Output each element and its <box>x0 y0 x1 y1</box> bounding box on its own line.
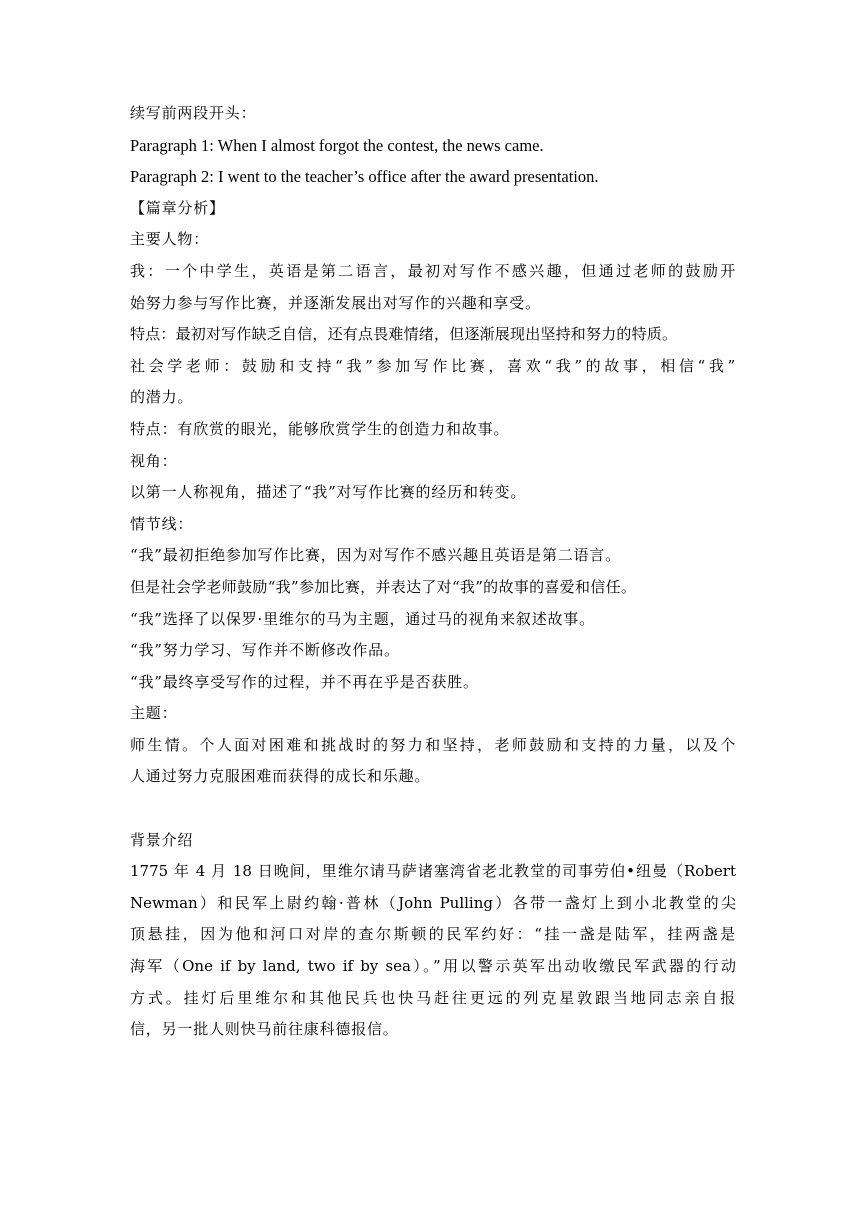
body-text-line: 始努力参与写作比赛，并逐渐发展出对写作的兴趣和享受。 <box>130 293 541 312</box>
body-text-line: “我”最初拒绝参加写作比赛，因为对写作不感兴趣且英语是第二语言。 <box>130 546 621 565</box>
body-text-line: 方式。挂灯后里维尔和其他民兵也快马赶往更远的列克星敦跟当地同志亲自报 <box>130 988 736 1007</box>
body-text-line: 信，另一批人则快马前往康科德报信。 <box>130 1020 399 1039</box>
body-text-line: 我：一个中学生，英语是第二语言，最初对写作不感兴趣，但通过老师的鼓励开 <box>130 261 736 280</box>
label-theme: 主题： <box>130 704 178 723</box>
section-heading-analysis: 【篇章分析】 <box>130 198 225 217</box>
body-text-line: 特点：最初对写作缺乏自信，还有点畏难情绪，但逐渐展现出坚持和努力的特质。 <box>130 325 678 344</box>
body-text-line: “我”最终享受写作的过程，并不再在乎是否获胜。 <box>130 672 479 691</box>
intro-heading: 续写前两段开头： <box>130 104 257 122</box>
body-text-line: 师生情。个人面对困难和挑战时的努力和坚持，老师鼓励和支持的力量，以及个 <box>130 735 736 754</box>
body-text-line: 但是社会学老师鼓励“我”参加比赛，并表达了对“我”的故事的喜爱和信任。 <box>130 577 637 596</box>
body-text-line: 人通过努力克服困难而获得的成长和乐趣。 <box>130 767 431 786</box>
body-text-line: 1775 年 4 月 18 日晚间，里维尔请马萨诸塞湾省老北教堂的司事劳伯•纽曼（Robert <box>130 862 736 881</box>
body-text-line: 顶悬挂，因为他和河口对岸的查尔斯顿的民军约好：“挂一盏是陆军，挂两盏是 <box>130 925 736 944</box>
label-plot-line: 情节线： <box>130 514 194 533</box>
body-text-line: “我”选择了以保罗·里维尔的马为主题，通过马的视角来叙述故事。 <box>130 609 595 628</box>
body-text-line: “我”努力学习、写作并不断修改作品。 <box>130 641 400 660</box>
body-text-line: 海军（One if by land, two if by sea）。”用以警示英军出动收缴民军武器的行动 <box>130 957 736 976</box>
blank-line <box>130 793 736 825</box>
body-text-line: 社会学老师：鼓励和支持“我”参加写作比赛，喜欢“我”的故事，相信“我” <box>130 356 736 375</box>
label-background: 背景介绍 <box>130 830 194 849</box>
document-page <box>130 98 736 1046</box>
label-perspective: 视角： <box>130 451 178 470</box>
body-text-line: 的潜力。 <box>130 388 194 407</box>
body-text-line: 特点：有欣赏的眼光，能够欣赏学生的创造力和故事。 <box>130 419 510 438</box>
paragraph-2-opening: Paragraph 2: I went to the teacher’s office after the award presentation. <box>130 167 599 187</box>
body-text-line: 以第一人称视角，描述了“我”对写作比赛的经历和转变。 <box>130 483 527 502</box>
label-main-characters: 主要人物： <box>130 230 210 249</box>
body-text-line: Newman）和民军上尉约翰·普林（John Pulling）各带一盏灯上到小北教堂的尖 <box>130 893 736 912</box>
paragraph-1-opening: Paragraph 1: When I almost forgot the contest, the news came. <box>130 135 544 155</box>
